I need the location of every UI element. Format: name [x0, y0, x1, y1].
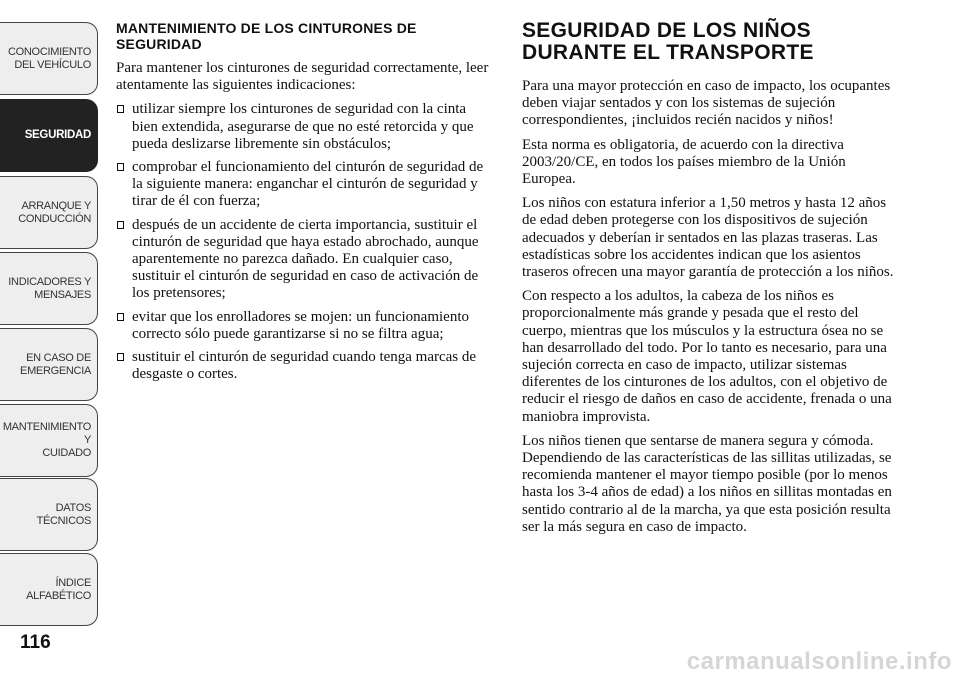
tab-datos-tecnicos[interactable] — [0, 478, 98, 551]
tab-label: CONOCIMIENTO DEL VEHÍCULO — [8, 45, 91, 71]
list-item — [116, 309, 492, 343]
tab-label: INDICADORES Y MENSAJES — [8, 275, 91, 301]
tab-label: SEGURIDAD — [24, 129, 91, 141]
left-column — [116, 20, 492, 389]
tab-label: ÍNDICE ALFABÉTICO — [26, 576, 91, 602]
tab-indicadores-y-mensajes[interactable] — [0, 252, 98, 325]
bullet-list — [116, 101, 492, 383]
tab-seguridad[interactable] — [0, 99, 98, 172]
list-item-text: comprobar el funcionamiento del cinturón de seguridad de la siguiente manera: enganchar el cinturón de seguridad y tirar de él con fuerza; — [132, 159, 484, 210]
checkbox-bullet-icon — [117, 105, 124, 113]
tab-label: ARRANQUE Y CONDUCCIÓN — [18, 199, 91, 225]
list-item — [116, 159, 492, 211]
tab-arranque-y-conduccion[interactable] — [0, 176, 98, 249]
tab-label: DATOS TÉCNICOS — [36, 501, 91, 527]
checkbox-bullet-icon — [117, 221, 124, 229]
tab-en-caso-de-emergencia[interactable] — [0, 328, 98, 401]
checkbox-bullet-icon — [117, 313, 124, 321]
body-paragraph: Con respecto a los adultos, la cabeza de los niños es proporcionalmente más grande y pesada que el resto del cuerpo, mientras que los músculos y la estructura ósea no se han desarrollado del todo. Por lo tanto es necesario, para una sujeción correcta en caso de impacto, utilizar sistemas diferentes de los cinturones de los adultos, con el objetivo de reducir el riesgo de daños en caso de accidente, frenada o una maniobra improvista. — [522, 288, 892, 425]
page-number: 116 — [20, 632, 51, 653]
tab-indice-alfabetico[interactable] — [0, 553, 98, 626]
list-item — [116, 101, 492, 153]
body-paragraph: Para una mayor protección en caso de impacto, los ocupantes deben viajar sentados y con los sistemas de sujeción correspondientes, ¡incluidos recién nacidos y niños! — [522, 78, 891, 129]
tab-label: MANTENIMIENTO Y CUIDADO — [2, 421, 91, 459]
tab-label: EN CASO DE EMERGENCIA — [20, 351, 91, 377]
body-paragraph: Esta norma es obligatoria, de acuerdo con la directiva 2003/20/CE, en todos los países miembro de la Unión Europea. — [522, 136, 846, 188]
list-item-text: sustituir el cinturón de seguridad cuando tenga marcas de desgaste o cortes. — [132, 349, 477, 383]
section-heading-ninos: SEGURIDAD DE LOS NIÑOS DURANTE EL TRANSPORTE — [522, 19, 814, 64]
tab-conocimiento-del-vehiculo[interactable] — [0, 22, 98, 95]
checkbox-bullet-icon — [117, 163, 124, 171]
section-heading-cinturones: MANTENIMIENTO DE LOS CINTURONES DE SEGURIDAD — [116, 20, 417, 52]
list-item — [116, 349, 492, 383]
right-column — [522, 20, 902, 543]
list-item — [116, 217, 492, 303]
list-item-text: evitar que los enrolladores se mojen: un funcionamiento correcto sólo puede garantizarse si no se filtra agua; — [132, 308, 469, 342]
watermark: carmanualsonline.info — [686, 648, 952, 675]
body-paragraph: Los niños con estatura inferior a 1,50 metros y hasta 12 años de edad deben protegerse con los dispositivos de sujeción adecuados y deberían ir sentados en las plazas traseras. Las estadísticas sobre los accidentes indican que los asientos traseros ofrecen una mayor garantía de protección a los niños. — [522, 195, 894, 281]
list-item-text: utilizar siempre los cinturones de seguridad con la cinta bien extendida, asegurarse de que no esté retorcida y que pueda deslizarse libremente sin obstáculos; — [132, 101, 474, 152]
list-item-text: después de un accidente de cierta importancia, sustituir el cinturón de seguridad que haya estado abrochado, aunque aparentemente no parezca dañado. En cualquier caso, sustituir el cinturón de seguridad en caso de activación de los pretensores; — [132, 216, 479, 302]
body-paragraph: Los niños tienen que sentarse de manera segura y cómoda. Dependiendo de las características de las sillitas utilizadas, se recomienda mantener el mayor tiempo posible (por lo menos hasta los 3-4 años de edad) a los niños en sillitas montadas en sentido contrario al de la marcha, ya que esta posición resulta ser la más segura en caso de impacto. — [522, 432, 892, 535]
intro-paragraph: Para mantener los cinturones de seguridad correctamente, leer atentamente las siguientes indicaciones: — [116, 60, 489, 94]
tab-mantenimiento-y-cuidado[interactable] — [0, 404, 98, 477]
checkbox-bullet-icon — [117, 353, 124, 361]
